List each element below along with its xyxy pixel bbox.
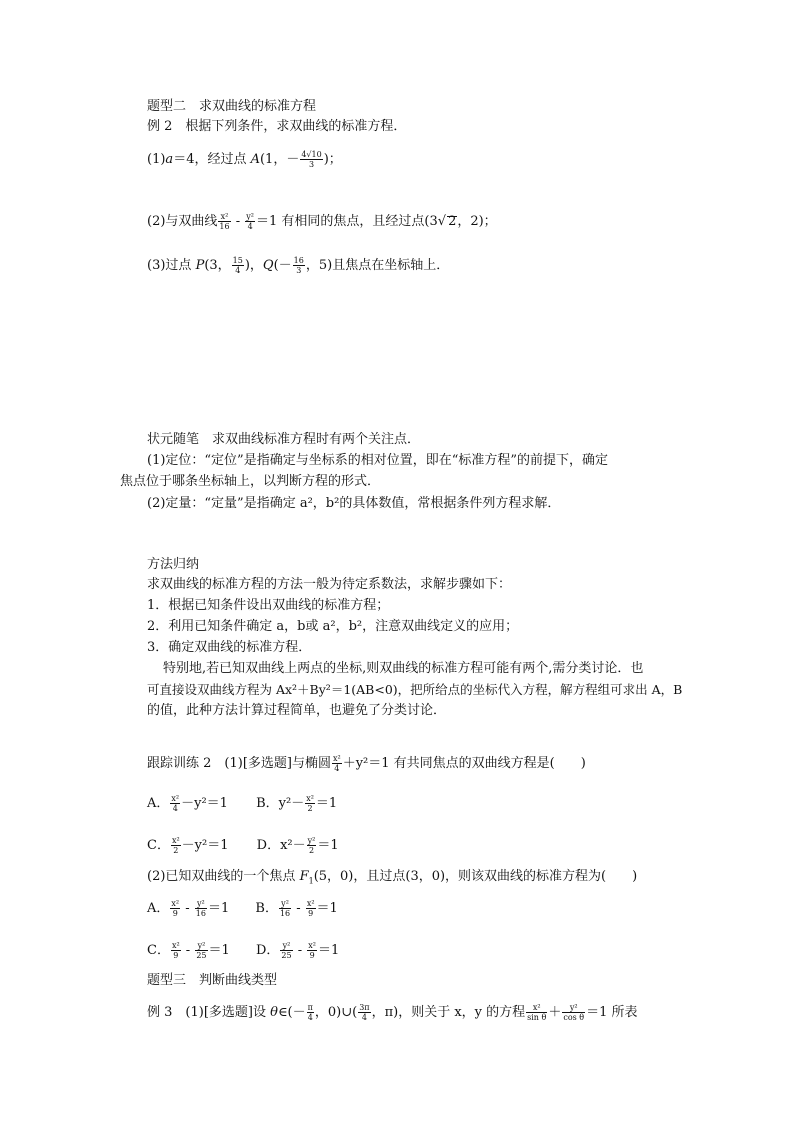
- method-step1: 1．根据已知条件设出双曲线的标准方程；: [147, 598, 390, 613]
- notes-line2: 焦点位于哪条坐标轴上，以判断方程的形式．: [120, 474, 381, 489]
- training2-options-ab: [147, 794, 337, 813]
- notes-line3: (2)定量：“定量”是指确定 a²，b²的具体数值，常根据条件列方程求解．: [147, 496, 561, 511]
- notes-line1: (1)定位：“定位”是指确定与坐标系的相对位置，即在“标准方程”的前提下，确定: [147, 453, 608, 468]
- training2-question1: 跟踪训练 2 (1)[多选题]与椭圆 $\frac{\text{x²}}{4}$ ＋y²＝1 有共同焦点的双曲线方程是( ): [147, 754, 586, 773]
- example2-part3: (3)过点 P(3， $\frac{15}{4}$ )，Q(－ $\frac{16}{3}$ ，5)且焦点在坐标轴上．: [147, 256, 450, 275]
- method-line4: 特别地,若已知双曲线上两点的坐标,则双曲线的标准方程可能有两个,需分类讨论．也: [163, 661, 644, 676]
- notes-title: 状元随笔 求双曲线标准方程时有两个关注点．: [147, 432, 421, 447]
- section3-title: 题型三 判断曲线类型: [147, 973, 278, 988]
- method-intro: 求双曲线的标准方程的方法一般为待定系数法，求解步骤如下：: [147, 577, 512, 592]
- training2-options-cd: [147, 836, 339, 855]
- q2-option-d: D． $\frac{\text{y²}}{25}$ - $\frac{\text{x²}}{9}$ ＝1: [255, 941, 340, 960]
- fraction: $\frac{4√10}{3}$: [301, 150, 322, 169]
- training2-q2-options-ab: [147, 899, 338, 918]
- q2-option-a: A． $\frac{\text{x²}}{9}$ - $\frac{\text{y²}}{16}$ ＝1: [147, 899, 230, 918]
- option-c: C． $\frac{\text{x²}}{2}$ －y²＝1: [147, 836, 229, 855]
- method-line6: 的值，此种方法计算过程简单，也避免了分类讨论．: [147, 703, 447, 718]
- training2-q2-options-cd: [147, 941, 339, 960]
- method-step2: 2．利用已知条件确定 a，b或 a²，b²，注意双曲线定义的应用；: [147, 619, 519, 634]
- method-step3: 3．确定双曲线的标准方程．: [147, 640, 312, 655]
- example2-part1: (1)a＝4，经过点 A(1，－ $\frac{4√10}{3}$ )；: [147, 150, 342, 169]
- option-b: B．y²－ $\frac{\text{x²}}{2}$ ＝1: [256, 794, 338, 813]
- example3-line: 例 3 (1)[多选题]设 θ∈(－ $\frac{\pi}{4}$ ，0)∪( $\frac{3\pi}{4}$ ，π)，则关于 x，y 的方程 $\frac{\text{x²}}{\text{sin θ}}$ ＋ $\frac{\text{y²}}{\text{cos θ}}$ ＝1 所表: [147, 1003, 638, 1022]
- example2-part2: (2)与双曲线 $\frac{\text{x²}}{16}$ - $\frac{\text{y²}}{4}$ ＝1 有相同的焦点，且经过点(3√ 2，2)；: [147, 212, 497, 231]
- method-line5: 可直接设双曲线方程为 Ax²＋By²＝1(AB<0)，把所给点的坐标代入方程，解方程组可求出 A，B: [147, 682, 683, 697]
- section2-title: 题型二 求双曲线的标准方程: [147, 99, 317, 114]
- training2-question2: (2)已知双曲线的一个焦点 $F_1(5$，0)，且过点(3，0)，则该双曲线的标准方程为( ): [147, 869, 638, 886]
- option-d: D．x²－ $\frac{\text{y²}}{2}$ ＝1: [256, 836, 339, 855]
- method-title: 方法归纳: [147, 557, 200, 572]
- q2-option-c: C． $\frac{\text{x²}}{9}$ - $\frac{\text{y²}}{25}$ ＝1: [147, 941, 230, 960]
- option-a: A． $\frac{\text{x²}}{4}$ －y²＝1: [147, 794, 228, 813]
- example2-intro: 例 2 根据下列条件，求双曲线的标准方程．: [147, 119, 407, 134]
- q2-option-b: B． $\frac{\text{y²}}{16}$ - $\frac{\text{x²}}{9}$ ＝1: [255, 899, 338, 918]
